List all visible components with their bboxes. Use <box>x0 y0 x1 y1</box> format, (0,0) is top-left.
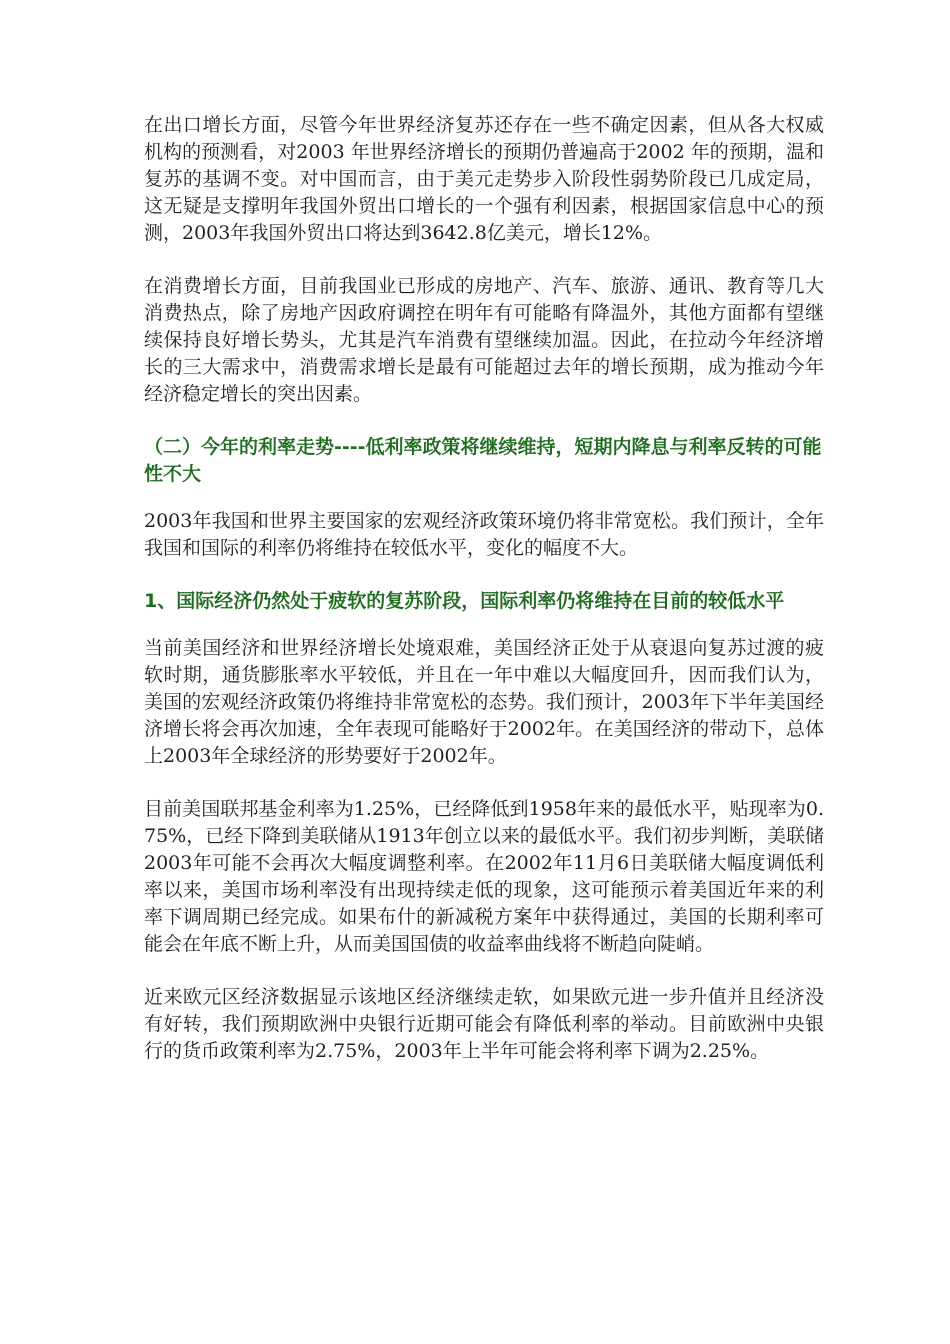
paragraph-consumption-growth: 在消费增长方面，目前我国业已形成的房地产、汽车、旅游、通讯、教育等几大消费热点，除了房地产因政府调控在明年有可能略有降温外，其他方面都有望继续保持良好增长势头，尤其是汽车消费有望继续加温。因此，在拉动今年经济增长的三大需求中，消费需求增长是最有可能超过去年的增长预期，成为推动今年经济稳定增长的突出因素。 <box>144 275 824 405</box>
paragraph-policy-environment: 2003年我国和世界主要国家的宏观经济政策环境仍将非常宽松。我们预计，全年我国和国际的利率仍将维持在较低水平，变化的幅度不大。 <box>144 510 824 559</box>
subsection-heading-international-economy: 1、国际经济仍然处于疲软的复苏阶段，国际利率仍将维持在目前的较低水平 <box>144 590 785 612</box>
document-page <box>144 112 824 1091</box>
paragraph-export-growth: 在出口增长方面，尽管今年世界经济复苏还存在一些不确定因素，但从各大权威机构的预测看，对2003 年世界经济增长的预期仍普遍高于2002 年的预期，温和复苏的基调不变。对中国而言，由于美元走势步入阶段性弱势阶段已几成定局，这无疑是支撑明年我国外贸出口增长的一个强有利因素，根据国家信息中心的预测，2003年我国外贸出口将达到3642.8亿美元，增长12%。 <box>144 114 824 244</box>
paragraph-euro-area: 近来欧元区经济数据显示该地区经济继续走软，如果欧元进一步升值并且经济没有好转，我们预期欧洲中央银行近期可能会有降低利率的举动。目前欧洲中央银行的货币政策利率为2.75%，2003年上半年可能会将利率下调为2.25%。 <box>144 986 824 1062</box>
paragraph-us-economy: 当前美国经济和世界经济增长处境艰难，美国经济正处于从衰退向复苏过渡的疲软时期，通货膨胀率水平较低，并且在一年中难以大幅度回升，因而我们认为，美国的宏观经济政策仍将维持非常宽松的态势。我们预计，2003年下半年美国经济增长将会再次加速，全年表现可能略好于2002年。在美国经济的带动下，总体上2003年全球经济的形势要好于2002年。 <box>144 637 824 767</box>
paragraph-fed-rates: 目前美国联邦基金利率为1.25%，已经降低到1958年来的最低水平，贴现率为0.75%，已经下降到美联储从1913年创立以来的最低水平。我们初步判断，美联储2003年可能不会再次大幅度调整利率。在2002年11月6日美联储大幅度调低利率以来，美国市场利率没有出现持续走低的现象，这可能预示着美国近年来的利率下调周期已经完成。如果布什的新减税方案年中获得通过，美国的长期利率可能会在年底不断上升，从而美国国债的收益率曲线将不断趋向陡峭。 <box>144 798 824 955</box>
section-heading-interest-rate-trend: （二）今年的利率走势----低利率政策将继续维持，短期内降息与利率反转的可能性不大 <box>144 436 822 485</box>
